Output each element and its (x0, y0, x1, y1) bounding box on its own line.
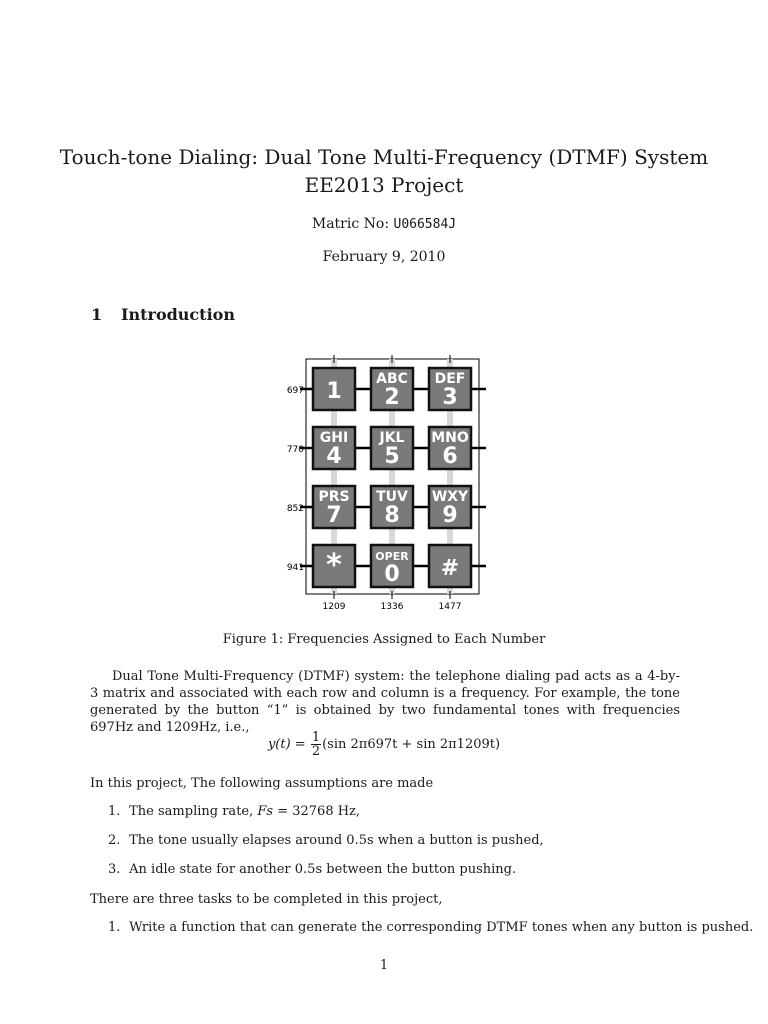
document-date: February 9, 2010 (322, 249, 446, 265)
key-digit: * (326, 548, 342, 583)
section-number: 1 (91, 305, 103, 324)
key-letters: JKL (379, 430, 405, 446)
equation-lhs: y(t) = (267, 737, 306, 752)
key-letters: OPER (375, 550, 409, 563)
key-0 (371, 545, 413, 587)
equation-fraction (311, 731, 321, 758)
key-2 (371, 368, 413, 410)
list-number: 2. (108, 833, 121, 848)
list-item (108, 862, 516, 877)
key-7 (313, 486, 355, 528)
list-text: The sampling rate, (129, 804, 258, 819)
column-frequency-label: 1209 (322, 602, 346, 612)
list-number: 1. (108, 920, 121, 935)
key-digit: 6 (442, 444, 458, 469)
key-6 (429, 427, 471, 469)
figure-caption: Figure 1: Frequencies Assigned to Each Number (222, 632, 546, 647)
key-letters: ABC (376, 371, 408, 387)
key-hash (429, 545, 471, 587)
key-letters: PRS (318, 489, 350, 505)
row-frequency-label: 941 (286, 563, 304, 573)
list-item (108, 804, 360, 819)
list-text-post: = 32768 Hz, (273, 804, 361, 819)
column-frequency-label: 1477 (438, 602, 462, 612)
key-4 (313, 427, 355, 469)
key-digit: 4 (326, 444, 342, 469)
title-line1: Touch-tone Dialing: Dual Tone Multi-Frequency (DTMF) System (59, 145, 709, 169)
matric-label: Matric No: (311, 216, 390, 232)
section-title: Introduction (121, 305, 235, 324)
list-text: The tone usually elapses around 0.5s when a button is pushed, (129, 833, 544, 848)
list-item (108, 920, 753, 935)
list-number: 1. (108, 804, 121, 819)
row-frequency-labels (287, 386, 304, 573)
column-frequency-label: 1336 (380, 602, 404, 612)
key-digit: 0 (384, 562, 400, 587)
matric-line (0, 216, 768, 232)
key-3 (429, 368, 471, 410)
row-frequency-label: 770 (286, 445, 304, 455)
matric-value: U066584J (393, 217, 457, 232)
equation-rhs: (sin 2π697t + sin 2π1209t) (322, 737, 501, 752)
page-number: 1 (379, 958, 389, 973)
key-letters: TUV (376, 489, 408, 505)
title-line2: EE2013 Project (304, 173, 464, 197)
key-letters: GHI (319, 430, 349, 446)
key-digit: # (440, 556, 460, 581)
list-number: 3. (108, 862, 121, 877)
key-digit: 9 (442, 503, 458, 528)
key-letters: MNO (431, 430, 469, 446)
key-digit: 5 (384, 444, 400, 469)
list-text: An idle state for another 0.5s between the button pushing. (129, 862, 517, 877)
equation (0, 731, 768, 758)
key-9 (429, 486, 471, 528)
list-item (108, 833, 544, 848)
key-digit: 7 (326, 503, 342, 528)
paragraph-dtmf-intro: Dual Tone Multi-Frequency (DTMF) system: the telephone dialing pad acts as a 4-by-3 matrix and associated with each row and column is a frequency. For example, the tone generated by the button “1” is obtained by two fundamental tones with frequencies 697Hz and 1209Hz, i.e., (90, 669, 680, 735)
list-text: Write a function that can generate the corresponding DTMF tones when any button is pushed. (129, 920, 754, 935)
row-frequency-label: 852 (286, 504, 304, 514)
row-frequency-label: 697 (286, 386, 304, 396)
dtmf-keypad-figure (276, 355, 486, 615)
key-8 (371, 486, 413, 528)
key-digit: 1 (326, 379, 342, 404)
key-letters: DEF (434, 371, 466, 387)
paragraph-assumptions: In this project, The following assumptions are made (90, 776, 434, 791)
key-letters: WXY (431, 489, 469, 505)
column-frequency-labels (323, 602, 462, 612)
key-star (313, 545, 355, 587)
fraction-denominator: 2 (311, 744, 321, 759)
key-5 (371, 427, 413, 469)
list-math: Fs (257, 804, 274, 819)
key-digit: 2 (384, 385, 400, 410)
key-digit: 3 (442, 385, 458, 410)
paragraph-tasks: There are three tasks to be completed in this project, (90, 892, 443, 907)
fraction-numerator: 1 (311, 730, 321, 745)
section-heading (91, 305, 235, 324)
key-digit: 8 (384, 503, 400, 528)
key-1 (313, 368, 355, 410)
